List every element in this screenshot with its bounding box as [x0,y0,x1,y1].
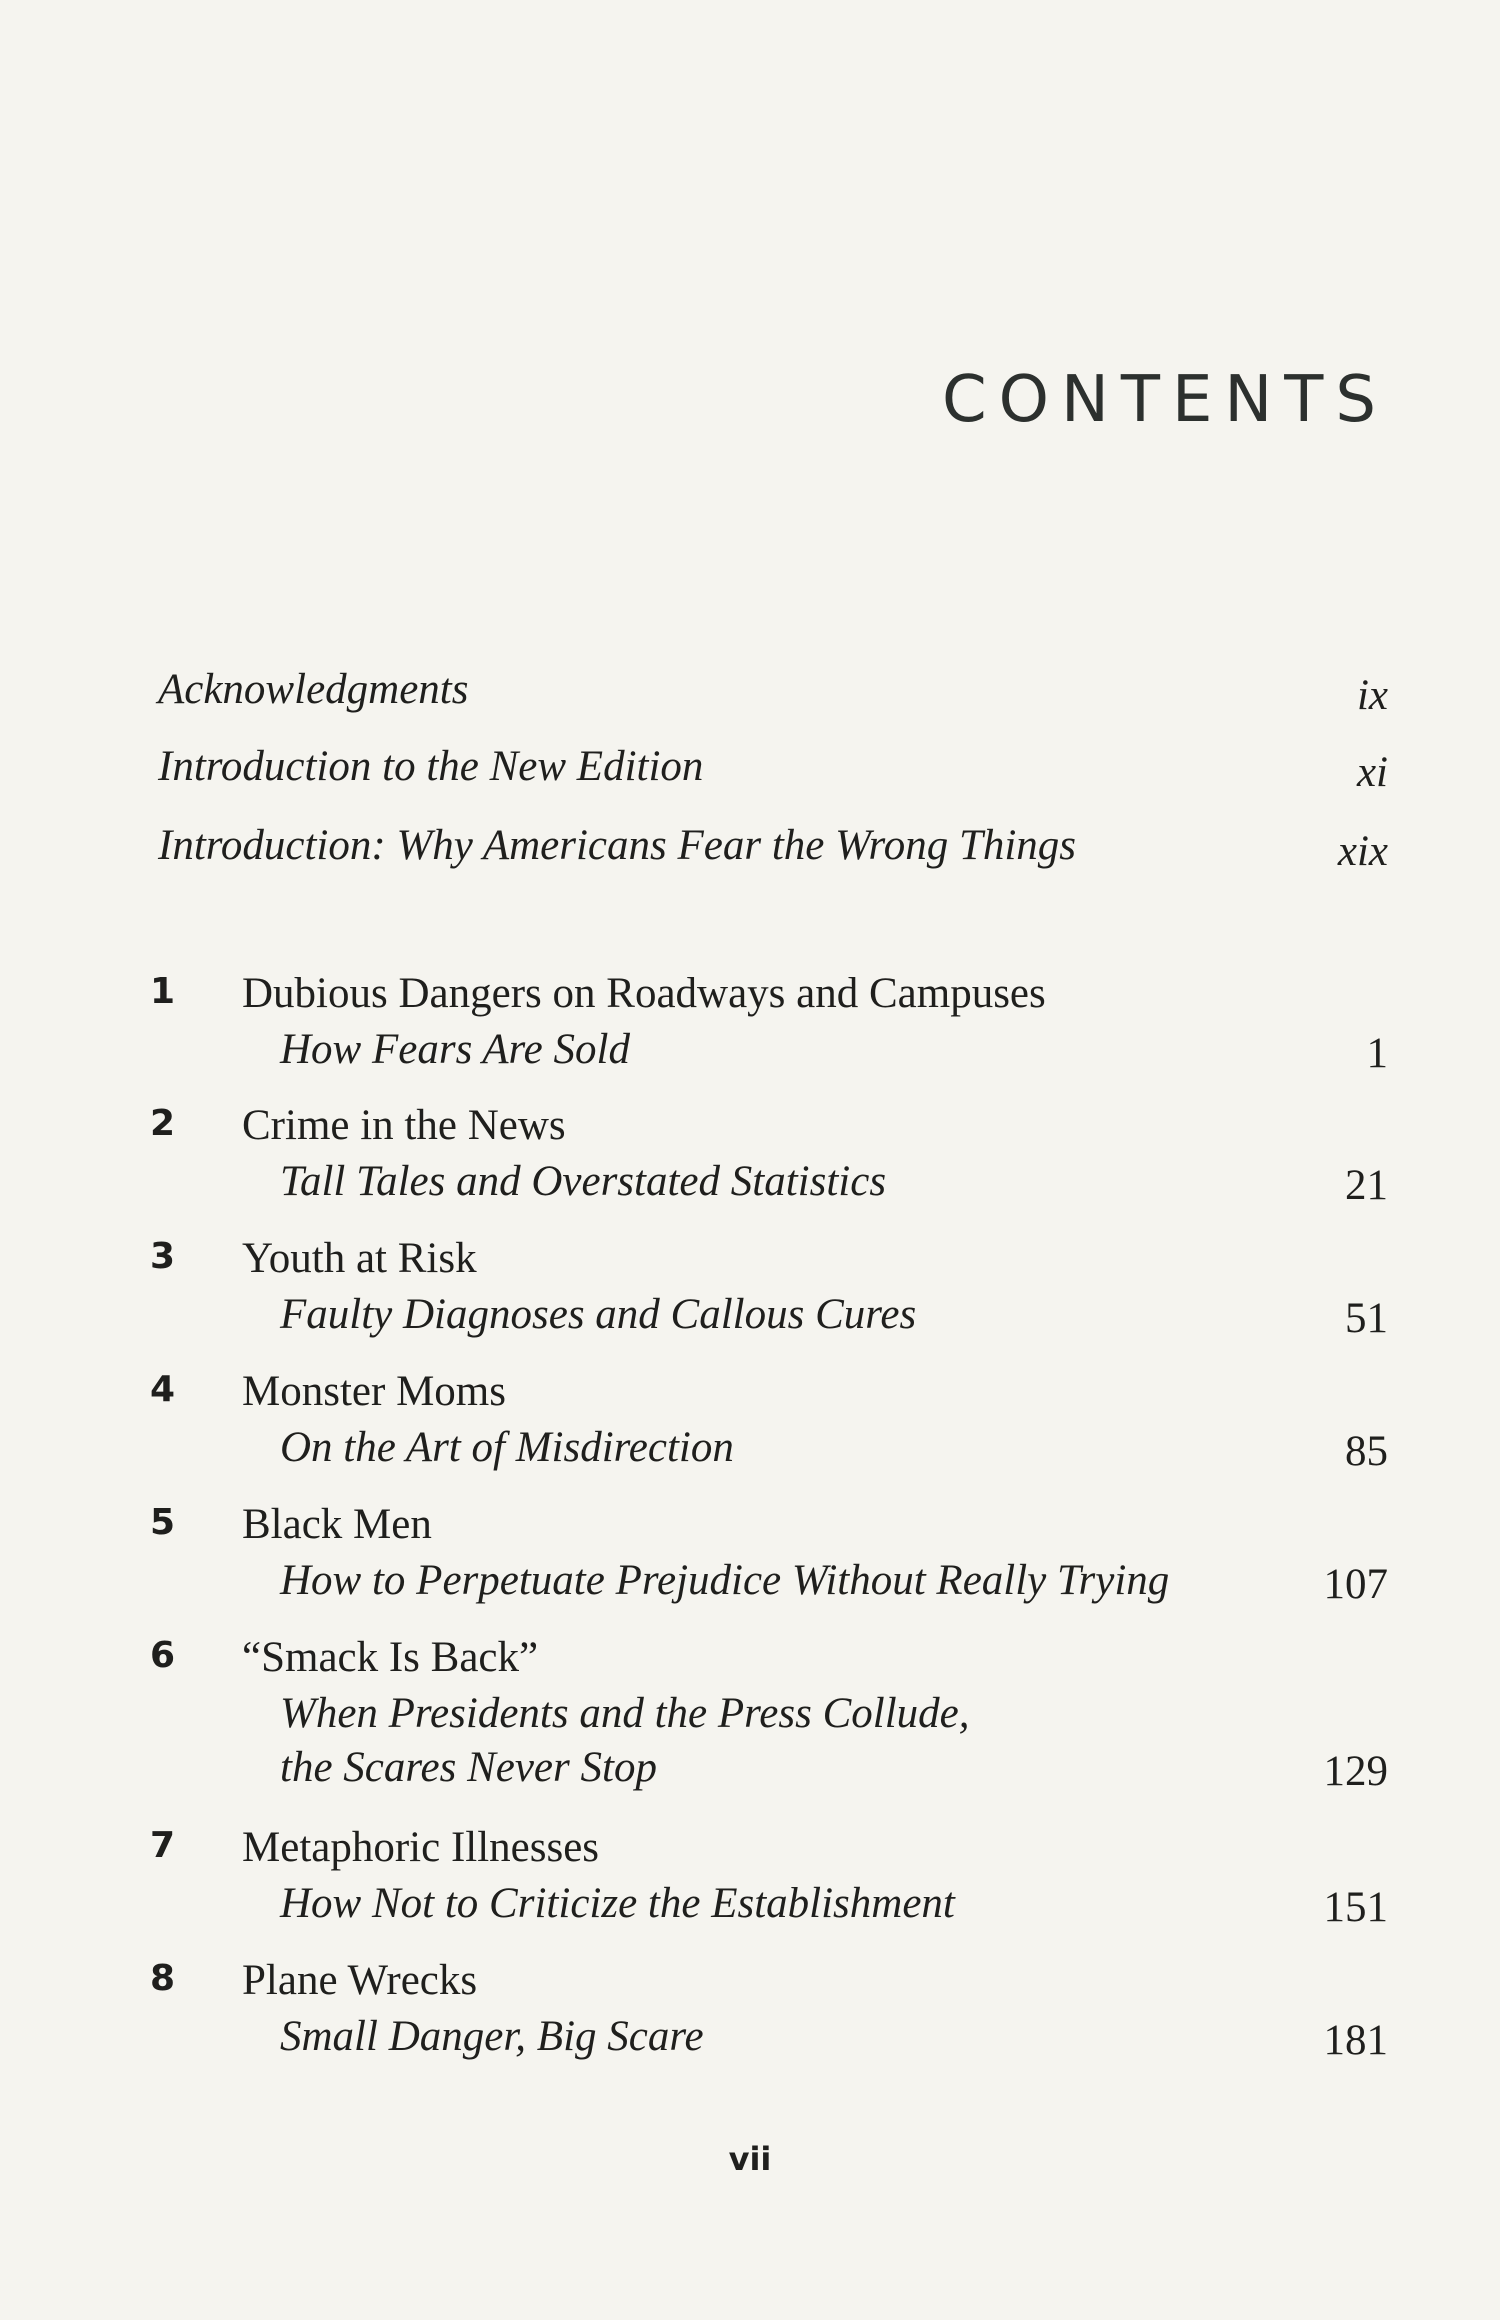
chapter-page-number: 85 [1345,1428,1388,1475]
chapter-subtitle: When Presidents and the Press Collude, [280,1690,970,1737]
chapter-page-number: 181 [1323,2017,1388,2064]
chapter-number: 2 [150,1103,176,1144]
entry-title: Acknowledgments [158,666,469,713]
chapter-page-number: 129 [1323,1748,1388,1795]
chapter-page-number: 1 [1366,1030,1388,1077]
chapter-page-number: 21 [1345,1162,1388,1209]
chapter-page-number: 151 [1323,1884,1388,1931]
page-folio: vii [728,2140,772,2178]
chapter-number: 6 [150,1635,176,1676]
chapter-title: Youth at Risk [242,1235,477,1282]
chapter-subtitle: How Not to Criticize the Establishment [280,1880,955,1927]
entry-title: Introduction to the New Edition [158,743,704,790]
chapter-subtitle: Tall Tales and Overstated Statistics [280,1158,887,1205]
chapter-title: Monster Moms [242,1368,506,1415]
chapter-number: 1 [150,971,176,1012]
chapter-title: Metaphoric Illnesses [242,1824,600,1871]
chapter-number: 3 [150,1236,176,1277]
chapter-title: “Smack Is Back” [242,1634,539,1681]
entry-page-number: xi [1356,749,1388,796]
front-matter-entry [158,666,1388,719]
chapter-subtitle: Small Danger, Big Scare [280,2013,704,2060]
chapter-number: 7 [150,1825,176,1866]
chapter-title: Crime in the News [242,1102,566,1149]
chapter-page-number: 107 [1323,1561,1388,1608]
chapter-subtitle: How Fears Are Sold [280,1026,630,1073]
chapter-subtitle: How to Perpetuate Prejudice Without Really Trying [280,1557,1170,1604]
chapter-subtitle: On the Art of Misdirection [280,1424,734,1471]
chapter-number: 8 [150,1958,176,1999]
chapter-page-number: 51 [1345,1295,1388,1342]
chapter-title: Dubious Dangers on Roadways and Campuses [242,970,1046,1017]
entry-title: Introduction: Why Americans Fear the Wrong Things [158,822,1077,869]
entry-page-number: xix [1337,828,1388,875]
front-matter-entry [158,822,1388,875]
chapter-title: Plane Wrecks [242,1957,478,2004]
entry-page-number: ix [1356,672,1388,719]
chapter-subtitle-line-2: the Scares Never Stop [280,1744,657,1791]
chapter-title: Black Men [242,1501,432,1548]
chapter-subtitle: Faulty Diagnoses and Callous Cures [280,1291,917,1338]
chapter-number: 4 [150,1369,176,1410]
page-title: CONTENTS [941,363,1388,437]
chapter-number: 5 [150,1502,176,1543]
front-matter-entry [158,743,1388,796]
